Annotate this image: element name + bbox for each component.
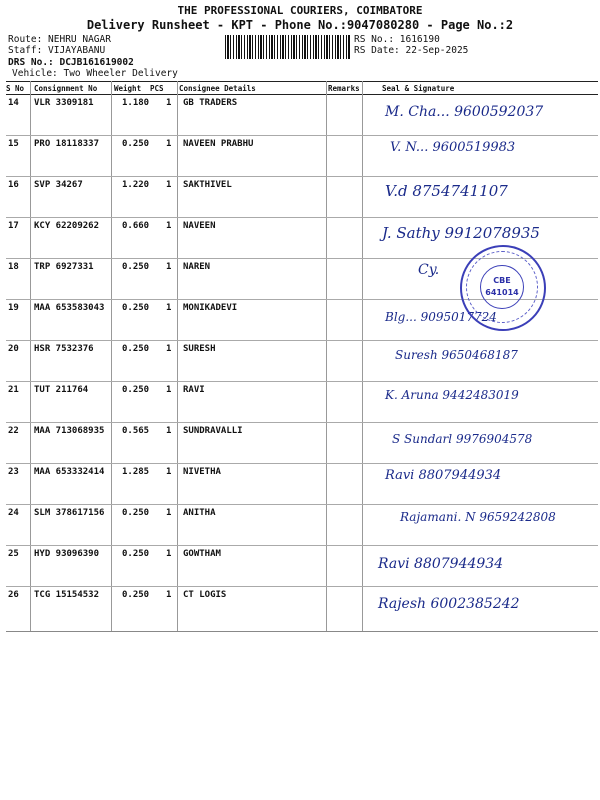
row-weight: 0.250 (122, 262, 150, 272)
rs-date: RS Date: 22-Sep-2025 (354, 45, 469, 56)
row-divider (6, 463, 598, 464)
row-sno: 23 (8, 467, 19, 477)
col-header-seal: Seal & Signature (382, 84, 455, 93)
row-pcs: 1 (166, 221, 172, 231)
row-signature: M. Cha... 9600592037 (385, 104, 544, 120)
row-divider (6, 381, 598, 382)
col-divider (362, 81, 363, 631)
row-divider (6, 176, 598, 177)
row-sno: 19 (8, 303, 19, 313)
barcode (225, 35, 350, 59)
row-pcs: 1 (166, 549, 172, 559)
row-consignee: GB TRADERS (183, 98, 238, 108)
row-weight: 0.660 (122, 221, 150, 231)
row-consignment-no: PRO 18118337 (34, 139, 100, 149)
vehicle: Vehicle: Two Wheeler Delivery (12, 68, 178, 79)
row-divider (6, 340, 598, 341)
row-signature: K. Aruna 9442483019 (385, 388, 519, 402)
row-sno: 16 (8, 180, 19, 190)
row-consignee: RAVI (183, 385, 205, 395)
row-weight: 1.220 (122, 180, 150, 190)
col-header-consignee: Consignee Details (179, 84, 256, 93)
company-seal-stamp (460, 245, 546, 331)
company-name: THE PROFESSIONAL COURIERS, COIMBATORE (177, 4, 423, 17)
row-weight: 1.180 (122, 98, 150, 108)
table-bottom-rule (6, 631, 598, 632)
row-weight: 0.250 (122, 344, 150, 354)
row-divider (6, 586, 598, 587)
col-divider (111, 81, 112, 631)
row-signature: Ravi 8807944934 (385, 468, 502, 483)
row-signature: Ravi 8807944934 (378, 556, 504, 572)
row-pcs: 1 (166, 508, 172, 518)
row-signature: Blg... 9095017724 (385, 310, 497, 324)
stamp-city: CBE (493, 276, 511, 285)
row-consignee: NIVETHA (183, 467, 221, 477)
row-signature: Suresh 9650468187 (395, 348, 518, 362)
col-header-sno: S No (6, 84, 25, 93)
row-consignment-no: TUT 211764 (34, 385, 89, 395)
row-consignee: SAKTHIVEL (183, 180, 232, 190)
col-divider (30, 81, 31, 631)
row-sno: 15 (8, 139, 19, 149)
row-consignment-no: SVP 34267 (34, 180, 83, 190)
row-sno: 24 (8, 508, 19, 518)
row-weight: 0.250 (122, 385, 150, 395)
table-top-rule (6, 81, 598, 82)
row-consignment-no: TRP 6927331 (34, 262, 94, 272)
row-weight: 0.250 (122, 139, 150, 149)
row-weight: 0.565 (122, 426, 150, 436)
row-signature: Rajesh 6002385242 (378, 596, 520, 612)
col-header-remarks: Remarks (328, 84, 360, 93)
row-consignee: NAVEEN (183, 221, 216, 231)
row-signature: S Sundarl 9976904578 (392, 432, 533, 446)
col-divider (326, 81, 327, 631)
row-consignee: SUNDRAVALLI (183, 426, 243, 436)
row-consignment-no: MAA 713068935 (34, 426, 105, 436)
row-consignment-no: SLM 378617156 (34, 508, 105, 518)
row-consignee: ANITHA (183, 508, 216, 518)
row-weight: 0.250 (122, 590, 150, 600)
col-header-weight: Weight (114, 84, 142, 93)
row-sno: 17 (8, 221, 19, 231)
row-consignee: GOWTHAM (183, 549, 221, 559)
row-pcs: 1 (166, 344, 172, 354)
runsheet-subtitle: Delivery Runsheet - KPT - Phone No.:9047080280 - Page No.:2 (86, 18, 514, 32)
row-consignment-no: MAA 653583043 (34, 303, 105, 313)
row-consignee: NAVEEN PRABHU (183, 139, 254, 149)
staff: Staff: VIJAYABANU (8, 45, 106, 56)
row-consignment-no: HYD 93096390 (34, 549, 100, 559)
row-consignment-no: VLR 3309181 (34, 98, 94, 108)
row-pcs: 1 (166, 262, 172, 272)
row-consignment-no: KCY 62209262 (34, 221, 100, 231)
drs-number: DRS No.: DCJB161619002 (8, 57, 134, 68)
row-pcs: 1 (166, 139, 172, 149)
row-sno: 22 (8, 426, 19, 436)
row-pcs: 1 (166, 426, 172, 436)
row-weight: 0.250 (122, 303, 150, 313)
row-signature: V. N... 9600519983 (390, 140, 516, 155)
row-sno: 20 (8, 344, 19, 354)
row-pcs: 1 (166, 590, 172, 600)
row-weight: 1.285 (122, 467, 150, 477)
row-divider (6, 504, 598, 505)
row-consignee: MONIKADEVI (183, 303, 238, 313)
row-consignee: NAREN (183, 262, 211, 272)
route: Route: NEHRU NAGAR (8, 34, 111, 45)
row-signature: Rajamani. N 9659242808 (400, 510, 556, 524)
row-pcs: 1 (166, 180, 172, 190)
row-consignment-no: TCG 15154532 (34, 590, 100, 600)
row-consignee: SURESH (183, 344, 216, 354)
row-sno: 26 (8, 590, 19, 600)
row-pcs: 1 (166, 467, 172, 477)
row-signature: V.d 8754741107 (385, 182, 508, 200)
row-sno: 18 (8, 262, 19, 272)
row-signature: J. Sathy 9912078935 (382, 224, 540, 242)
col-divider (177, 81, 178, 631)
row-divider (6, 422, 598, 423)
row-divider (6, 217, 598, 218)
row-sno: 21 (8, 385, 19, 395)
row-divider (6, 545, 598, 546)
col-header-consignment: Consignment No (34, 84, 98, 93)
row-pcs: 1 (166, 385, 172, 395)
row-consignment-no: HSR 7532376 (34, 344, 94, 354)
row-signature: Cy. (418, 262, 440, 278)
row-weight: 0.250 (122, 549, 150, 559)
row-weight: 0.250 (122, 508, 150, 518)
row-pcs: 1 (166, 303, 172, 313)
rs-number: RS No.: 1616190 (354, 34, 440, 45)
header-rule (6, 94, 598, 95)
row-sno: 25 (8, 549, 19, 559)
row-sno: 14 (8, 98, 19, 108)
row-divider (6, 135, 598, 136)
row-consignee: CT LOGIS (183, 590, 227, 600)
row-pcs: 1 (166, 98, 172, 108)
row-consignment-no: MAA 653332414 (34, 467, 105, 477)
col-header-pcs: PCS (150, 84, 164, 93)
stamp-pincode: 641014 (485, 288, 519, 297)
